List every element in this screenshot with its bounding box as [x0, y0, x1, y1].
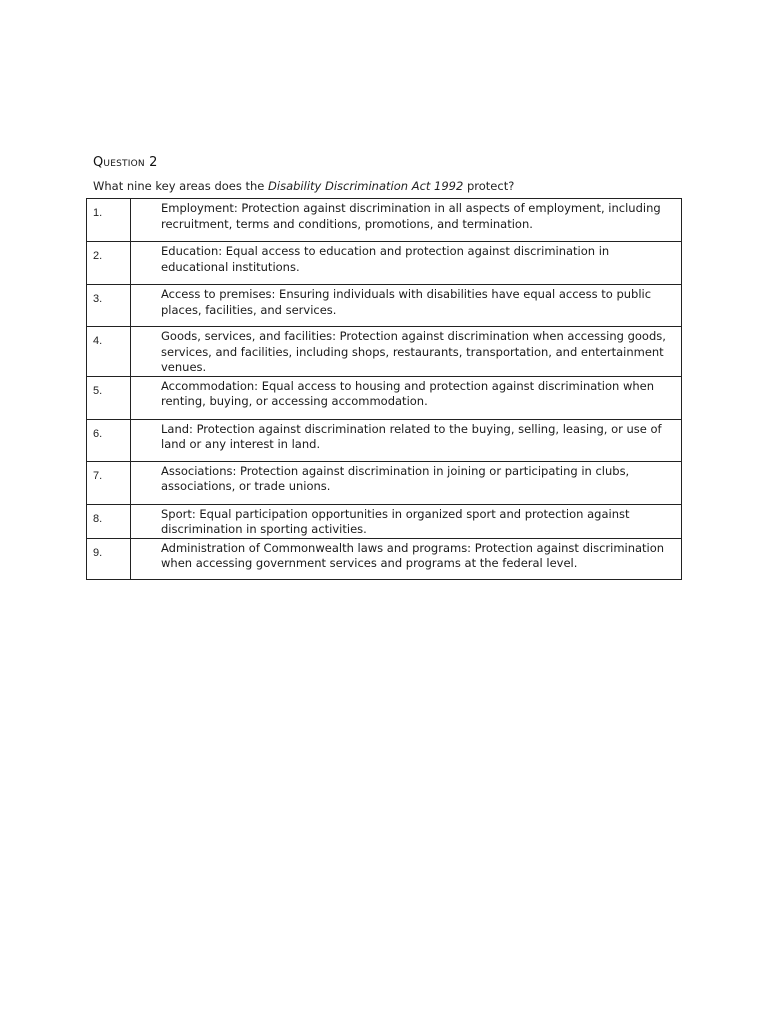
table-row — [87, 242, 682, 285]
row-text-cell — [131, 419, 682, 461]
row-text-cell — [131, 538, 682, 579]
row-number: 2. — [93, 250, 103, 262]
answers-table — [86, 198, 682, 580]
row-number: 3. — [93, 293, 103, 305]
row-number-cell — [87, 504, 131, 538]
row-text: Access to premises: Ensuring individuals with disabilities have equal access to public places, facilities, and services. — [161, 287, 652, 317]
question-heading: Question 2 — [93, 155, 158, 170]
prompt-text-after: protect? — [463, 179, 515, 193]
row-text-cell — [131, 376, 682, 419]
row-text-cell — [131, 327, 682, 377]
row-text: Accommodation: Equal access to housing and protection against discrimination when renting, buying, or accessing accommodation. — [161, 378, 655, 408]
table-row — [87, 538, 682, 579]
table-row — [87, 504, 682, 538]
row-number: 5. — [93, 384, 103, 397]
table-row — [87, 419, 682, 461]
row-number-cell — [87, 285, 131, 327]
row-number: 6. — [93, 427, 103, 440]
table-row — [87, 376, 682, 419]
row-text: Land: Protection against discrimination related to the buying, selling, leasing, or use of land or any interest in land. — [161, 421, 662, 451]
act-title: Disability Discrimination Act 1992 — [268, 179, 464, 193]
table-row — [87, 199, 682, 242]
row-number: 1. — [93, 207, 103, 219]
row-number-cell — [87, 242, 131, 285]
row-number: 8. — [93, 512, 103, 525]
row-text-cell — [131, 285, 682, 327]
row-number-cell — [87, 327, 131, 377]
row-text-cell — [131, 504, 682, 538]
question-prompt — [93, 179, 514, 193]
row-number-cell — [87, 419, 131, 461]
table-row — [87, 461, 682, 504]
row-text: Sport: Equal participation opportunities in organized sport and protection against discrimination in sporting activities. — [161, 506, 630, 536]
prompt-text-before: What nine key areas does the — [93, 179, 269, 193]
row-number: 7. — [93, 469, 103, 482]
row-text-cell — [131, 461, 682, 504]
table-row — [87, 285, 682, 327]
row-number-cell — [87, 538, 131, 579]
row-number-cell — [87, 199, 131, 242]
table-row — [87, 327, 682, 377]
row-text: Employment: Protection against discrimination in all aspects of employment, including recruitment, terms and conditions, promotions, and termination. — [161, 201, 661, 231]
row-number-cell — [87, 376, 131, 419]
row-text: Administration of Commonwealth laws and programs: Protection against discrimination when accessing government services and programs at the federal level. — [161, 540, 665, 570]
row-text: Education: Equal access to education and protection against discrimination in educational institutions. — [161, 244, 610, 274]
row-text: Goods, services, and facilities: Protection against discrimination when accessing goods, services, and facilities, including shops, restaurants, transportation, and entertainment venues. — [161, 329, 666, 374]
row-text: Associations: Protection against discrimination in joining or participating in clubs, associations, or trade unions. — [161, 463, 630, 493]
row-number: 9. — [93, 546, 103, 559]
row-number: 4. — [93, 335, 103, 347]
row-number-cell — [87, 461, 131, 504]
row-text-cell — [131, 199, 682, 242]
row-text-cell — [131, 242, 682, 285]
